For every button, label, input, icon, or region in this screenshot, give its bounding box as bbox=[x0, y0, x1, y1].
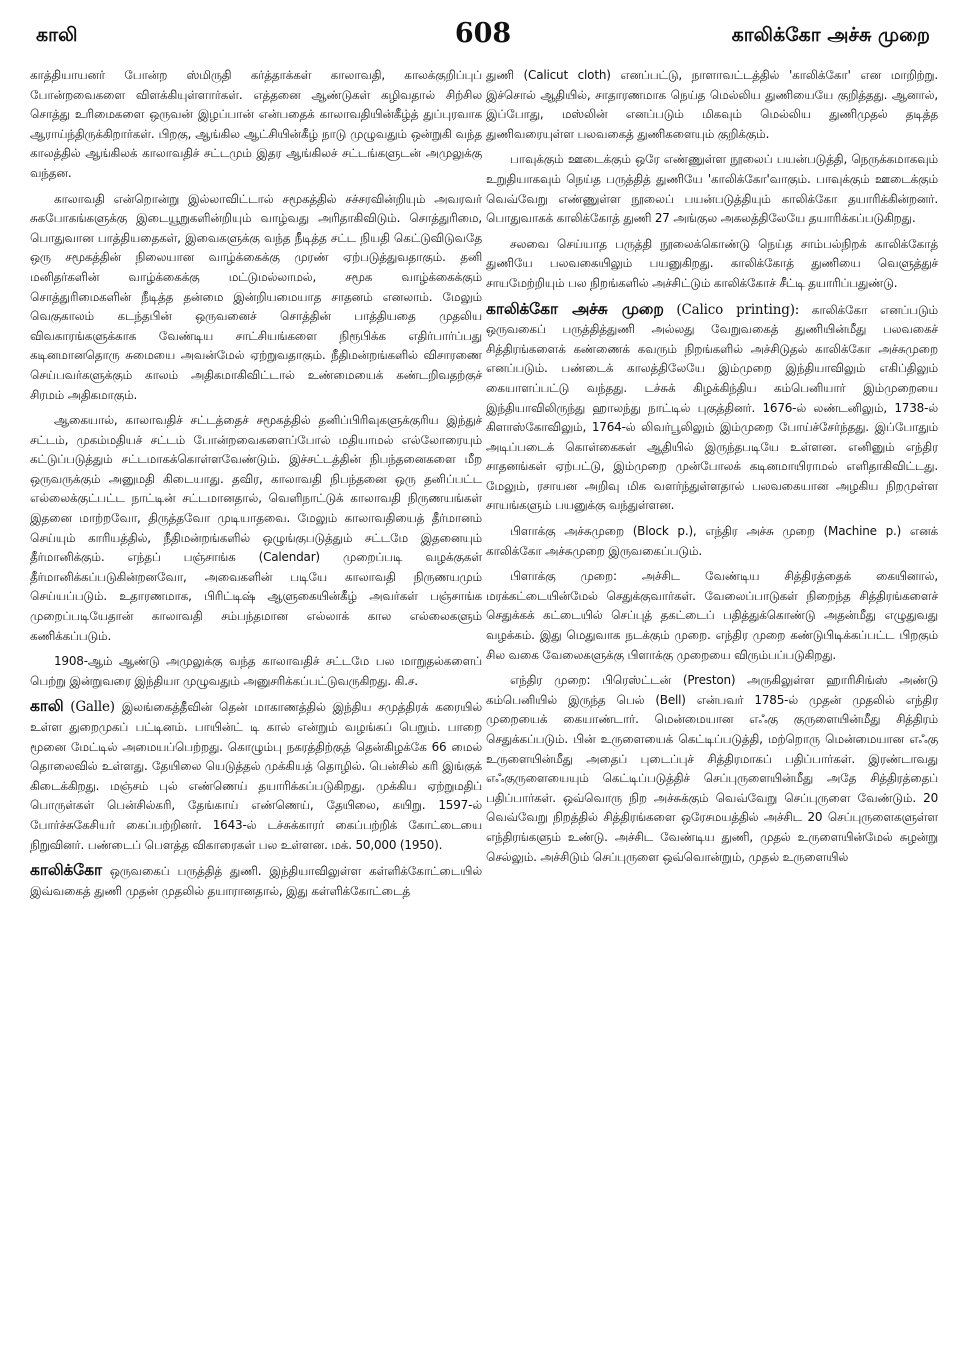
entry-galle bbox=[30, 697, 482, 855]
paragraph: துணி (Calicut cloth) எனப்பட்டு, நாளாவட்டத்தில் 'காலிக்கோ' என மாறிற்று. இச்சொல் ஆதியில், சாதாரணமாக நெய்த மெல்லிய துணியையே குறித்தது. ஆனால், இப்போது, மஸ்லின் எனப்படும் மிகவும் மெல்லிய துணிமுதல் தடித்த துணிவரையுள்ள பலவகைத் துணிகளையும் குறிக்கும். bbox=[486, 68, 938, 141]
paragraph: பிளாக்கு அச்சுமுறை (Block p.), எந்திர அச்சு முறை (Machine p.) எனக் காலிக்கோ அச்சுமுறை இருவகைப்படும். bbox=[486, 524, 938, 558]
entry-text: காலிக்கோ எனப்படும் ஒருவகைப் பருத்தித்துணி அல்லது வேறுவகைத் துணியின்மீது பலவகைச் சித்திரங்களைக் கண்ணைக் கவரும் நிறங்களில் அச்சிடுதல் காலிக்கோ அச்சுமுறை எனப்படும். பண்டைக் காலத்திலேயே இம்முறை இந்தியாவிலும் எகிப்திலும் கையாளப்பட்டு வந்தது. டச்சுக் கிழக்கிந்திய கம்பெனியார் இம்முறையை இந்தியாவிலிருந்து ஹாலந்து நாட்டில் புகுத்தினர். 1676-ல் லண்டனிலும், 1738-ல் கிளாஸ்கோவிலும், 1764-ல் லிவர்பூலிலும் இம்முறை போய்ச்சேர்ந்தது. இப்போதும் அடிப்படைக் கொள்கைகள் ஆதியில் இருந்தபடியே உள்ளன. எனினும் எந்திர சாதனங்கள் ஏற்பட்டு, இம்முறை முன்போலக் கடினமாயிராமல் எளிதாகிவிட்டது. மேலும், ரசாயன அறிவு மிக வளர்ந்துள்ளதால் பலவகையான அழகிய நிறமுள்ள சாயங்களும் பயனுக்கு வந்துள்ளன. bbox=[486, 302, 938, 513]
paragraph: பிளாக்கு முறை: அச்சிட வேண்டிய சித்திரத்தைக் கையினால், மரக்கட்டையின்மேல் செதுக்குவார்கள். வேலைப்பாடுகள் நிறைந்த சித்திரங்களைச் செதுக்கக் கட்டையில் செப்புத் தகட்டைப் பதித்துக்கொண்டு அதன்மீது எழுதுவது வழக்கம். இது மெதுவாக நடக்கும் முறை. எந்திர முறை கண்டுபிடிக்கப்பட்ட பிறகும் சில வகை வேலைகளுக்கு பிளாக்கு முறையை விரும்பப்படுகிறது. bbox=[486, 569, 938, 662]
left-column bbox=[30, 66, 482, 1356]
entry-english-term: (Calico printing): bbox=[676, 301, 800, 318]
paragraph: சலவை செய்யாத பருத்தி நூலைக்கொண்டு நெய்த சாம்பல்நிறக் காலிக்கோத் துணியே பலவகையிலும் பயனுகிறது. காலிக்கோத் துணியை வெளுத்துச் சாயமேற்றியும் பல நிறங்களில் அச்சிட்டும் காலிக்கோச் சீட்டி தயாரிப்பதுண்டு. bbox=[486, 236, 938, 290]
entry-text: ஒருவகைப் பருத்தித் துணி. இந்தியாவிலுள்ள கள்ளிக்கோட்டையில் இவ்வகைத் துணி முதன் முதலில் தயாரானதால், இது கள்ளிக்கோட்டைத் bbox=[30, 864, 482, 898]
paragraph: காத்தியாயனர் போன்ற ஸ்மிருதி கர்த்தாக்கள் காலாவதி, காலக்குறிப்புப் போன்றவைகளை விளக்கியுள்ளார்கள். எத்தனை ஆண்டுகள் கழிவதால் சிற்சில சொத்து உரிமைகளை ஒருவன் இழப்பான் என்பதைக் காலாவதியின்கீழ்த் துப்புரவாக ஆராய்ந்திருக்கிறார்கள். பிறகு, ஆங்கில ஆட்சியின்கீழ் நாடு முழுவதும் ஒன்றுகி வந்த காலத்தில் ஆங்கிலக் காலாவதிச் சட்டமும் இதர ஆங்கிலச் சட்டங்களுடன் அமுலுக்கு வந்தன. bbox=[30, 68, 482, 180]
page-header bbox=[0, 0, 966, 56]
entry-headword: காலி bbox=[30, 697, 64, 716]
entry-text: இலங்கைத்தீவின் தென் மாகாணத்தில் இந்திய சமுத்திரக் கரையில் உள்ள துறைமுகப் பட்டினம். பாயின்ட் டி கால் என்றும் வழங்கப் பெறும். பாறை மூனை மேட்டில் அமையப்பெற்றது. கொழும்பு நகரத்திற்குத் தென்கிழக்கே 66 மைல் தொலைவில் உள்ளது. தேயிலை யெடுத்தல் முக்கியத் தொழில். பென்சில் கரி இங்குக் கிடைக்கிறது. மஞ்சம் புல் எண்ணெய் தயாரிக்கப்படுகிறது. முக்கிய ஏற்றுமதிப் பொருள்கள் பென்சில்கரி, தேங்காய் எண்ணெய், தேயிலை, கயிறு. 1597-ல் போர்ச்சுகேசியர் கைப்பற்றினர். 1643-ல் டச்சுக்காரர் கைப்பற்றிக் கோட்டையை நிறுவினர். பண்டைப் பௌத்த விகாரைகள் பல உள்ளன. மக். 50,000 (1950). bbox=[30, 700, 482, 852]
running-head-left: காலி bbox=[36, 24, 78, 46]
entry-calico bbox=[30, 861, 482, 901]
entry-headword: காலிக்கோ bbox=[30, 861, 102, 880]
entry-headword: காலிக்கோ அச்சு முறை bbox=[486, 299, 664, 318]
paragraph: 1908-ஆம் ஆண்டு அமுலுக்கு வந்த காலாவதிச் சட்டமே பல மாறுதல்களைப் பெற்று இன்றுவரை இந்தியா முழுவதும் அனுசரிக்கப்பட்டுவருகிறது. கி.ச. bbox=[30, 654, 482, 688]
right-column bbox=[486, 66, 938, 1356]
running-head-right: காலிக்கோ அச்சு முறை bbox=[731, 24, 930, 46]
entry-english-term: (Galle) bbox=[70, 699, 115, 716]
paragraph: எந்திர முறை: பிரெஸ்ட்டன் (Preston) அருகிலுள்ள ஹாரிசிங்ஸ் அண்டு கம்பெனியில் இருந்த பெல் (Bell) என்பவர் 1785-ல் முதன் முதலில் எந்திர முறையைக் கையாண்டார். மென்மையான எஃகு குருளையின்மீது சித்திரம் செதுக்கப்படும். பின் உருளையைக் கெட்டிப்படுத்தி, மற்றொரு மென்மையான எஃகு உருளையின்மீது அதைப் புடைப்புச் சித்திரமாகப் பதிப்பார்கள். இரண்டாவது எஃகுருளையையும் கெட்டிப்படுத்திச் செப்புருளையின்மீது அதே சித்திரத்தைப் பதிப்பார்கள். ஒவ்வொரு நிற அச்சுக்கும் வெவ்வேறு செப்புருளை வேண்டும். 20 வெவ்வேறு நிறத்தில் சித்திரங்களை ஒரேசமயத்தில் அச்சிட 20 செப்புருளைகளுள்ள எந்திரங்களும் உண்டு. அச்சிட வேண்டிய துணி, முதல் உருளையின்மேல் சுழன்று செல்லும். அச்சிடும் செப்புருளை ஒவ்வொன்றும், முதல் உருளையில் bbox=[486, 673, 938, 864]
paragraph: ஆகையால், காலாவதிச் சட்டத்தைச் சமூகத்தில் தனிப்பிரிவுகளுக்குரிய இந்துச் சட்டம், முகம்மதியச் சட்டம் போன்றவைகளைப்போல் மதியாமல் எல்லோரையும் கட்டுப்படுத்தும் சட்டமாகக்கொள்ளவேண்டும். இச்சட்டத்தின் நிபந்தனைகளை மீற ஒருவருக்கும் அனுமதி கிடையாது. தவிர, காலாவதி நிபந்தனை ஒரு தனிப்பட்ட எல்லைக்குட்பட்ட நாட்டின் சட்டமானதால், வெளிநாட்டுக் காலாவதி நிருணயங்கள் இதனை மாற்றவோ, திருத்தவோ முடியாதவை. மேலும் காலாவதியைத் தீர்மானம் செய்யும் காரியத்தில், நீதிமன்றங்களில் ஒழுங்குபடுத்தும் சட்டமே இதனையும் தீர்மானிக்கும். எந்தப் பஞ்சாங்க (Calendar) முறைப்படி வழக்குகள் தீர்மானிக்கப்படுகின்றனவோ, அவைகளின் படியே காலாவதி நிருணயமும் செய்யப்படும். உதாரணமாக, பிரிட்டிஷ் ஆளுகையின்கீழ் அவர்கள் பஞ்சாங்க முறைப்படியேதான் காலாவதி சம்பந்தமான எல்லாக் கால எல்லைகளும் கணிக்கப்படும். bbox=[30, 413, 482, 643]
paragraph: காலாவதி என்றொன்று இல்லாவிட்டால் சமூகத்தில் சச்சரவின்றியும் அவரவர் சுகபோகங்களுக்கு இடையூறுகளின்றியும் வாழ்வது அரிதாகிவிடும். சொத்துரிமை, பொதுவான பாத்தியதைகள், இவைகளுக்கு வந்த நீடித்த சட்ட நியதி கெட்டுவிடுவதே ஒரு சமூகத்தின் நிலையான வாழ்க்கைக்கு முரண் ஏற்படுத்துவதாகும். தனி மனிதர்களின் வாழ்க்கைக்கு மட்டுமல்லாமல், சமூக வாழ்க்கைக்கும் சொத்துரிமைகளின் நீடித்த தன்மை இன்றியமையாத சாதனம் எனலாம். மேலும் வெகுகாலம் கடந்தபின் ஒருவனைச் சொத்தின் பாத்தியதை முதலிய விவகாரங்களுக்காக வேண்டிய சாட்சியங்களை நிரூபிக்க எதிர்பார்ப்பது கடினமானதொரு சுமையை அவன்மேல் ஏற்றுவதாகும். நீதிமன்றங்களில் விசாரணை செய்பவர்களுக்கும் காலம் அதிகமாகிவிட்டால் உண்மையைக் கண்டறிவதற்குச் சிரமம் அதிகமாகும். bbox=[30, 191, 482, 402]
entry-calico-printing bbox=[486, 300, 938, 517]
page-number: 608 bbox=[454, 18, 512, 49]
paragraph: பாவுக்கும் ஊடைக்கும் ஒரே எண்ணுள்ள நூலைப் பயன்படுத்தி, நெருக்கமாகவும் உறுதியாகவும் நெய்த பருத்தித் துணியே 'காலிக்கோ'வாகும். பாவுக்கும் ஊடைக்கும் வெவ்வேறு எண்ணுள்ள நூலைப் பயன்படுத்தியும் காலிக்கோ தயாரிக்கின்றனர். பொதுவாகக் காலிக்கோத் துணி 27 அங்குல அகலத்திலேயே தயாரிக்கப்படுகிறது. bbox=[486, 152, 938, 226]
